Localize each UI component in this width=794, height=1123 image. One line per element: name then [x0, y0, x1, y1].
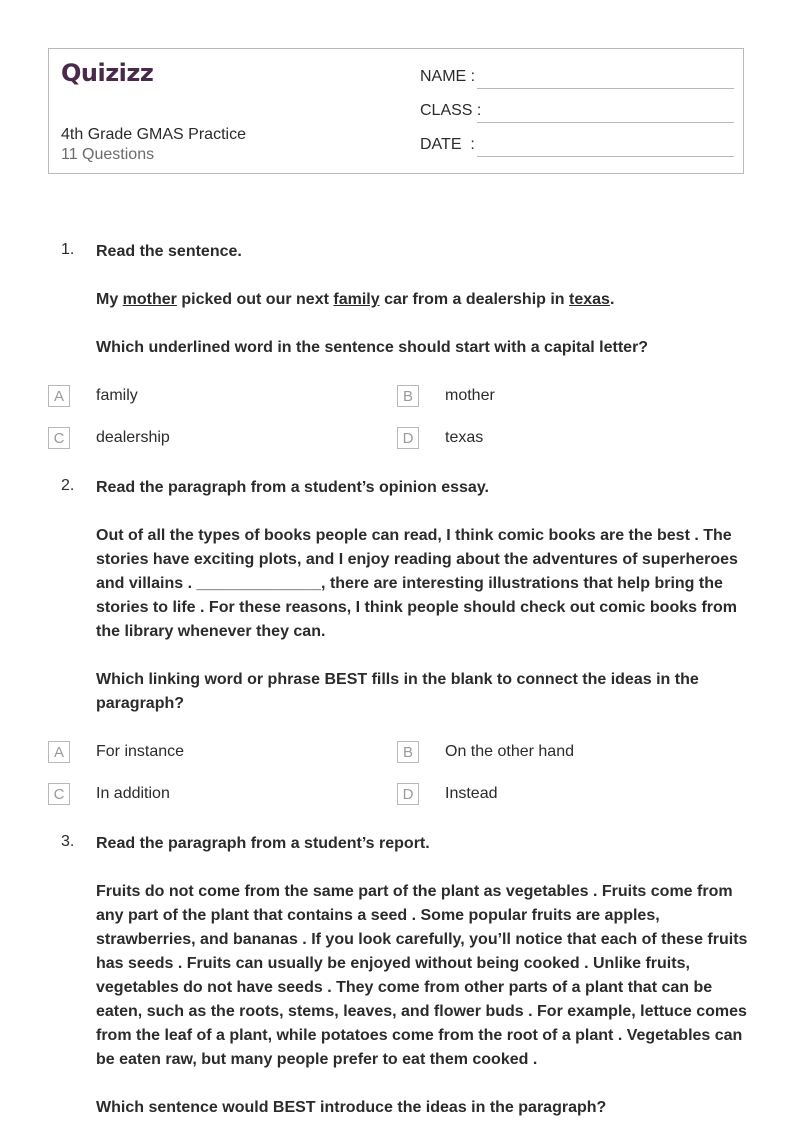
question-stem: Which sentence would BEST introduce the ideas in the paragraph? [96, 1099, 607, 1116]
question-paragraph: Fruits do not come from the same part of the plant as vegetables . Fruits come from any part of the plant that contains a seed . Some popular fruits are apples, strawberries, and bananas . If you look carefully, you’ll notice that each of these fruits has seeds . Fruits can usually be enjoyed without being cooked . Unlike fruits, vegetables do not have seeds . They come from other parts of a plant that can be eaten, such as the roots, stems, leaves, and flower buds . For example, lettuce comes from the leaf of a plant, while potatoes come from the root of a plant . Vegetables can be eaten raw, but many people prefer to eat them cooked . [96, 883, 748, 1068]
question-count: 11 Questions [61, 146, 155, 163]
class-label: CLASS : [420, 102, 482, 119]
name-line [477, 88, 734, 89]
question-prompt: Read the paragraph from a student’s report. [96, 835, 430, 852]
question-stem: Which linking word or phrase BEST fills in the blank to connect the ideas in the paragraph? [96, 671, 699, 712]
option-letter-box: D [397, 783, 419, 805]
option-c[interactable] [48, 427, 348, 451]
worksheet-title: 4th Grade GMAS Practice [61, 126, 246, 143]
option-a[interactable] [48, 741, 348, 765]
question-number: 2. [61, 477, 75, 494]
question-number: 1. [61, 241, 75, 258]
date-label: DATE : [420, 136, 475, 153]
class-field [420, 102, 734, 124]
option-b[interactable] [397, 741, 697, 765]
date-field [420, 136, 734, 158]
underlined-word: mother [122, 291, 177, 308]
option-text: For instance [96, 743, 185, 760]
quizizz-logo: Quizizz [61, 59, 154, 87]
sentence-part: . [609, 291, 615, 308]
option-text: mother [445, 387, 495, 404]
question-sentence [96, 288, 748, 312]
sentence-part: My [96, 291, 123, 308]
option-letter-box: A [48, 741, 70, 763]
question-prompt: Read the sentence. [96, 243, 242, 260]
option-letter-box: C [48, 783, 70, 805]
date-line [477, 156, 734, 157]
option-a[interactable] [48, 385, 348, 409]
option-letter-box: B [397, 741, 419, 763]
option-letter-box: C [48, 427, 70, 449]
question-number: 3. [61, 833, 75, 850]
question-stem: Which underlined word in the sentence should start with a capital letter? [96, 339, 649, 356]
name-field [420, 68, 734, 90]
question-1-text [96, 240, 748, 360]
option-letter-box: D [397, 427, 419, 449]
option-d[interactable] [397, 783, 697, 807]
option-text: dealership [96, 429, 170, 446]
underlined-word: texas [569, 291, 610, 308]
option-text: On the other hand [445, 743, 574, 760]
option-text: In addition [96, 785, 170, 802]
question-prompt: Read the paragraph from a student’s opinion essay. [96, 479, 489, 496]
sentence-part: car from a dealership in [379, 291, 570, 308]
worksheet-header [48, 48, 744, 174]
class-line [477, 122, 734, 123]
option-text: texas [445, 429, 484, 446]
option-b[interactable] [397, 385, 697, 409]
question-paragraph: Out of all the types of books people can read, I think comic books are the best . The stories have exciting plots, and I enjoy reading about the adventures of superheroes and villains . ______________, there are interesting illustrations that help bring the stories to life . For these reasons, I think people should check out comic books from the library whenever they can. [96, 527, 738, 640]
option-letter-box: B [397, 385, 419, 407]
option-d[interactable] [397, 427, 697, 451]
question-2-text [96, 476, 748, 716]
option-text: family [96, 387, 138, 404]
underlined-word: family [333, 291, 380, 308]
sentence-part: picked out our next [176, 291, 334, 308]
option-letter-box: A [48, 385, 70, 407]
name-label: NAME : [420, 68, 476, 85]
option-text: Instead [445, 785, 498, 802]
question-3-text [96, 832, 748, 1120]
option-c[interactable] [48, 783, 348, 807]
